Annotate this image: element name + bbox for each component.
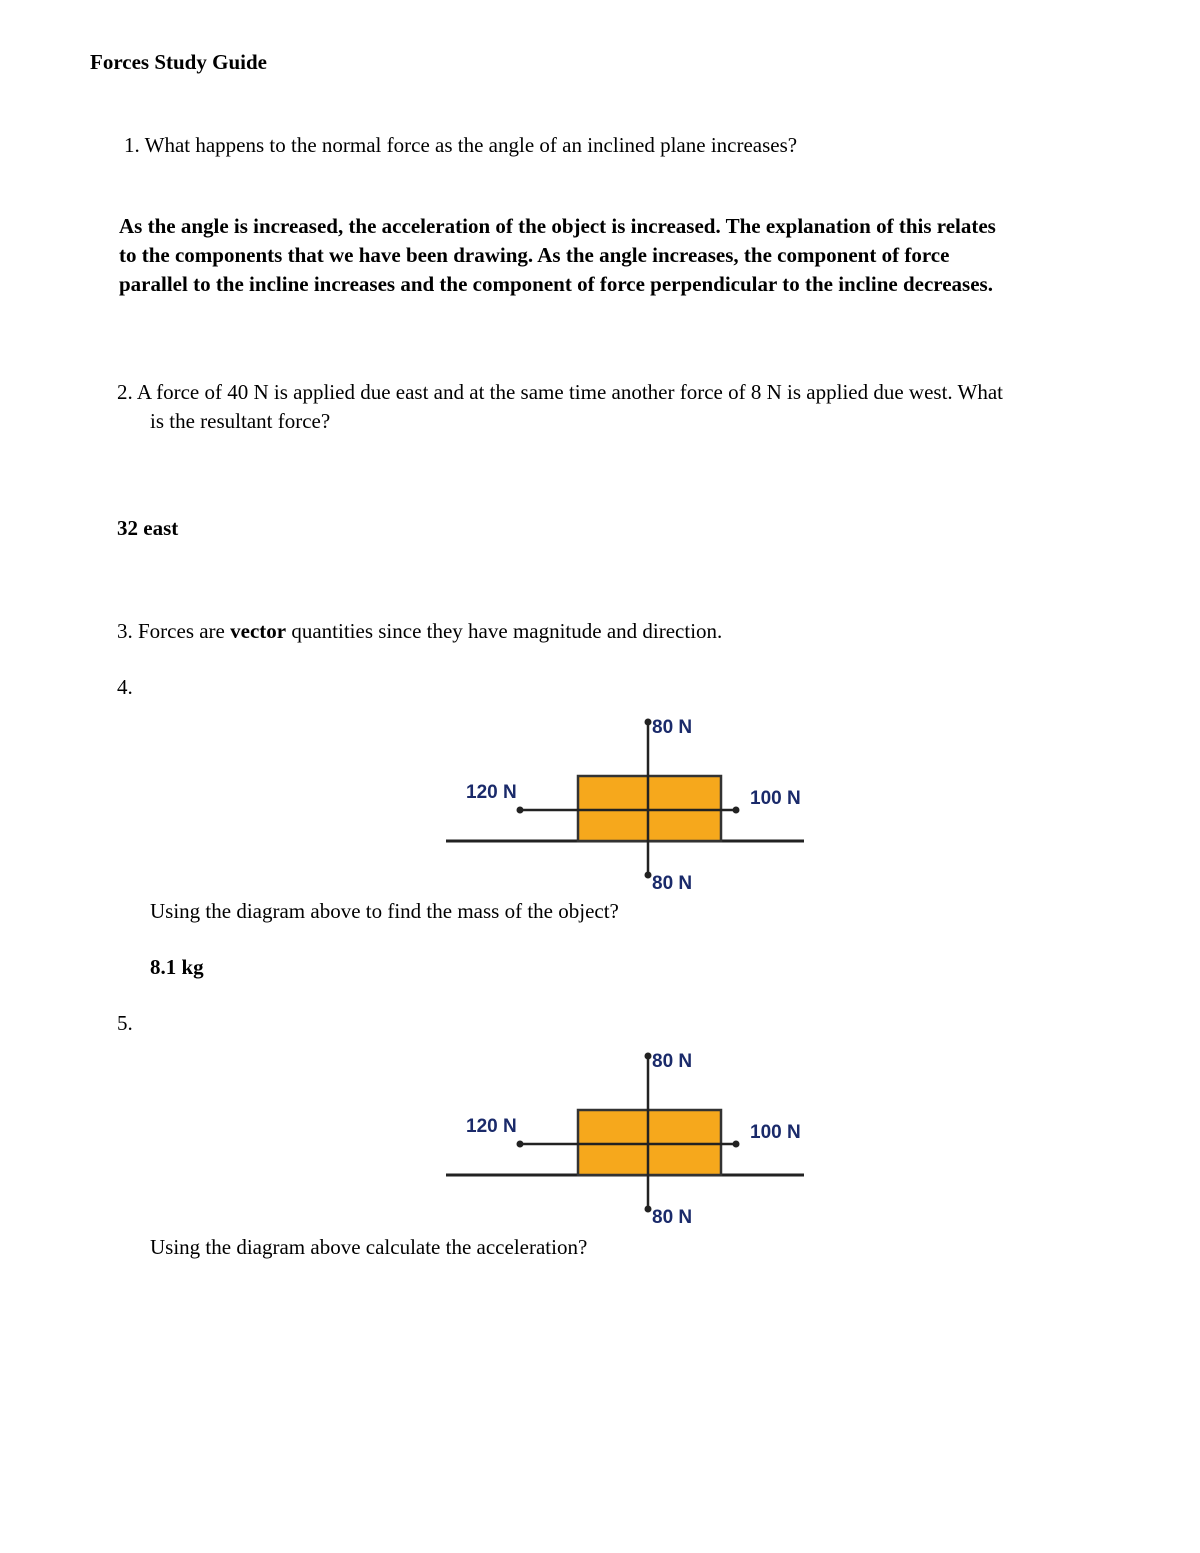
question-2-line-2: is the resultant force? bbox=[150, 409, 331, 433]
force-label-left: 120 N bbox=[466, 1116, 517, 1137]
document-title: Forces Study Guide bbox=[90, 50, 267, 74]
arrow-head-down bbox=[645, 872, 652, 879]
free-body-diagram-5 bbox=[440, 1034, 810, 1234]
arrow-head-left bbox=[517, 1141, 524, 1148]
question-4-prompt: Using the diagram above to find the mass of the object? bbox=[150, 899, 619, 923]
force-label-up: 80 N bbox=[652, 1051, 693, 1072]
answer-1-line: parallel to the incline increases and the component of force perpendicular to the incline decreases. bbox=[119, 272, 993, 296]
question-5-number: 5. bbox=[117, 1011, 133, 1035]
force-box bbox=[578, 776, 721, 841]
force-box bbox=[578, 1110, 721, 1175]
answer-1 bbox=[119, 212, 1119, 299]
arrow-head-right bbox=[733, 1141, 740, 1148]
answer-4: 8.1 kg bbox=[150, 955, 204, 979]
arrow-head-up bbox=[645, 719, 652, 726]
force-label-up: 80 N bbox=[652, 717, 693, 738]
free-body-diagram-4 bbox=[440, 700, 810, 900]
question-3-prefix: 3. Forces are bbox=[117, 619, 231, 643]
force-label-right: 100 N bbox=[750, 1122, 801, 1143]
force-label-right: 100 N bbox=[750, 788, 801, 809]
arrow-head-down bbox=[645, 1206, 652, 1213]
arrow-head-up bbox=[645, 1053, 652, 1060]
arrow-head-right bbox=[733, 807, 740, 814]
answer-1-line: to the components that we have been drawing. As the angle increases, the component of force bbox=[119, 243, 950, 267]
question-5-prompt: Using the diagram above calculate the acceleration? bbox=[150, 1235, 588, 1259]
question-1: 1. What happens to the normal force as the angle of an inclined plane increases? bbox=[124, 133, 798, 157]
answer-1-line: As the angle is increased, the acceleration of the object is increased. The explanation of this relates bbox=[119, 214, 996, 238]
question-4-number: 4. bbox=[117, 675, 133, 699]
question-3-answer: vector bbox=[230, 619, 287, 643]
question-3 bbox=[117, 617, 722, 646]
force-label-left: 120 N bbox=[466, 782, 517, 803]
arrow-head-left bbox=[517, 807, 524, 814]
answer-2: 32 east bbox=[117, 516, 179, 540]
force-label-down: 80 N bbox=[652, 873, 693, 894]
question-3-suffix: quantities since they have magnitude and direction. bbox=[286, 619, 723, 643]
force-label-down: 80 N bbox=[652, 1207, 693, 1228]
question-2-line-1: 2. A force of 40 N is applied due east and at the same time another force of 8 N is applied due west. What bbox=[117, 380, 1004, 404]
